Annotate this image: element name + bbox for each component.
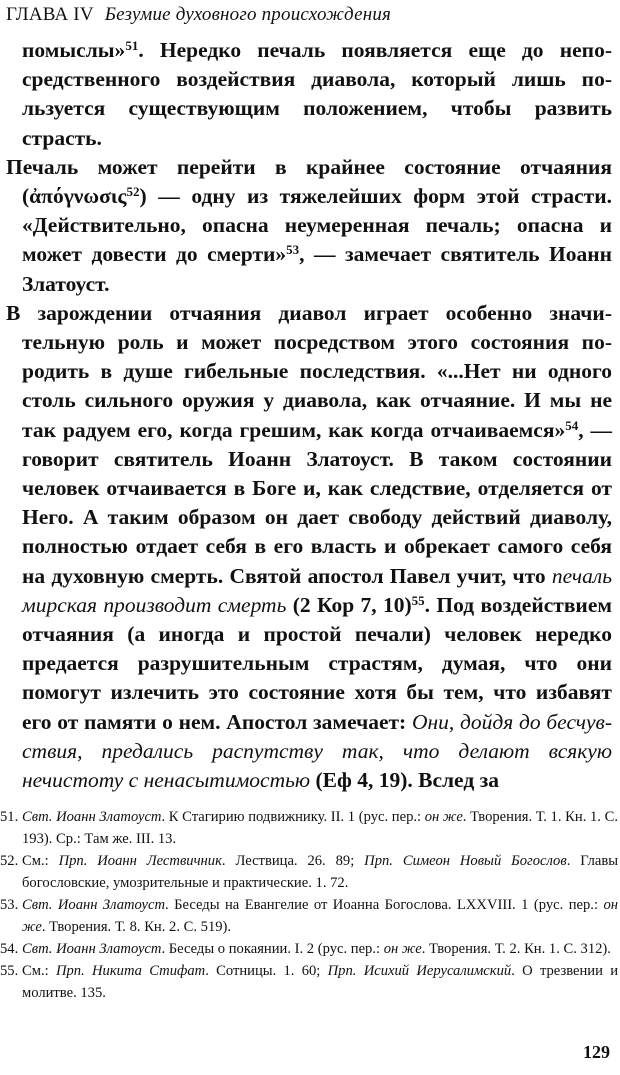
footnote-ref[interactable]: 51 <box>125 38 139 53</box>
footnote <box>0 960 618 1004</box>
footnote-ref[interactable]: 54 <box>565 417 579 433</box>
text-run: помыслы» <box>22 38 126 62</box>
text-run: Печаль может перейти в крайнее состояние отчаяния (ἀπόγνωσις <box>6 154 612 209</box>
footnote-italic: Свт. Иоанн Златоуст <box>22 941 162 957</box>
footnote-italic: он же <box>383 941 422 957</box>
footnote-italic: он же <box>22 897 618 935</box>
text-run: . Беседы о покаянии. I. 2 (рус. пер.: <box>161 941 384 957</box>
text-run: . Сотницы. 1. 60; <box>205 963 328 979</box>
text-run: (2 Кор 7, 10) <box>286 592 412 617</box>
text-run: ) — одну из тяжелейших форм этой страсти. «Действительно, опасна неумеренная печаль; опасна и может довести до смерти» <box>22 184 612 267</box>
footnote-ref[interactable]: 55 <box>411 592 425 608</box>
text-run: См.: <box>22 853 59 869</box>
footnote-italic: Прп. Симеон Новый Богослов <box>364 853 567 869</box>
footnote <box>0 806 618 850</box>
running-head <box>6 4 606 26</box>
footnotes <box>0 806 618 1004</box>
footnote-number: 54. <box>0 941 19 957</box>
footnote <box>0 850 618 894</box>
text-run: . Творения. Т. 2. Кн. 1. С. 312). <box>421 941 611 957</box>
footnote <box>0 894 618 938</box>
text-run: , — говорит святитель Иоанн Златоуст. В таком состоянии человек отчаивается в Боге и, как следствие, отделяется от Него. А таким образом он дает свободу действий диаволу, полностью отдает себя в его власть и обрекает самого себя на духовную смерть. Святой апостол Павел учит, что <box>22 417 613 588</box>
footnote-italic: он же <box>424 809 463 825</box>
scripture-quote: печаль мирская производит смерть <box>22 563 612 617</box>
text-run: См.: <box>22 963 56 979</box>
footnote-ref[interactable]: 52 <box>126 184 140 200</box>
footnote-number: 52. <box>0 853 19 869</box>
text-run: . К Стагирию подвижнику. II. 1 (рус. пер.: <box>161 809 425 825</box>
running-head-title: Безумие духовного происхождения <box>104 4 392 25</box>
text-run: (Еф 4, 19). Вслед за <box>310 768 499 793</box>
footnote-number: 51. <box>0 809 19 825</box>
paragraph <box>6 36 612 153</box>
running-head-chapter: ГЛАВА IV <box>6 4 94 25</box>
text-run: . Главы богословские, умозрительные и практические. 1. 72. <box>22 853 619 891</box>
footnote-number: 55. <box>0 963 19 979</box>
text-run: . Творения. Т. 1. Кн. 1. С. 193). Ср.: Там же. III. 13. <box>22 809 618 847</box>
paragraph <box>6 299 612 795</box>
main-text <box>6 36 612 795</box>
footnote-ref[interactable]: 53 <box>286 242 300 258</box>
footnote-italic: Свт. Иоанн Златоуст <box>22 897 166 913</box>
footnote-italic: Свт. Иоанн Златоуст <box>22 809 162 825</box>
text-run: . Беседы на Евангелие от Иоанна Богослова. LXXVIII. 1 (рус. пер.: <box>165 897 604 913</box>
text-run: . Творения. Т. 8. Кн. 2. С. 519). <box>41 919 232 935</box>
footnote-italic: Прп. Исихий Иерусалимский <box>327 963 512 979</box>
footnote-italic: Прп. Иоанн Лествичник <box>58 853 222 869</box>
footnote-italic: Прп. Никита Стифат <box>55 963 206 979</box>
text-run: . Нередко печаль появляется еще до непосредственного воздействия диавола, который лишь пользуется существующим положением, чтобы развить страсть. <box>22 38 612 150</box>
paragraph <box>6 153 612 299</box>
footnote <box>0 938 618 960</box>
page-number: 129 <box>583 1042 610 1062</box>
text-run: . Лествица. 26. 89; <box>221 853 365 869</box>
text-run: . О трезвении и молитве. 135. <box>22 963 619 1001</box>
scripture-quote: Они, дойдя до бесчувствия, предались распутству так, что делают всякую нечистоту с ненасытимостью <box>22 709 613 793</box>
text-run: В зарождении отчаяния диавол играет особенно значительную роль и может посредством этого состояния породить в душе гибельные последствия. «...Нет ни одного столь сильного оружия у диавола, как отчаяние. И мы не так радуем его, когда грешим, как когда отчаиваемся» <box>6 300 612 442</box>
footnote-number: 53. <box>0 897 19 913</box>
text-run: , — замечает святитель Иоанн Златоуст. <box>22 242 612 296</box>
text-run: . Под воздействием отчаяния (а иногда и простой печали) человек нередко предается разрушительным страстям, думая, что они помогут излечить это состояние хотя бы тем, что избавят его от памяти о нем. Апостол замечает: <box>22 592 613 734</box>
